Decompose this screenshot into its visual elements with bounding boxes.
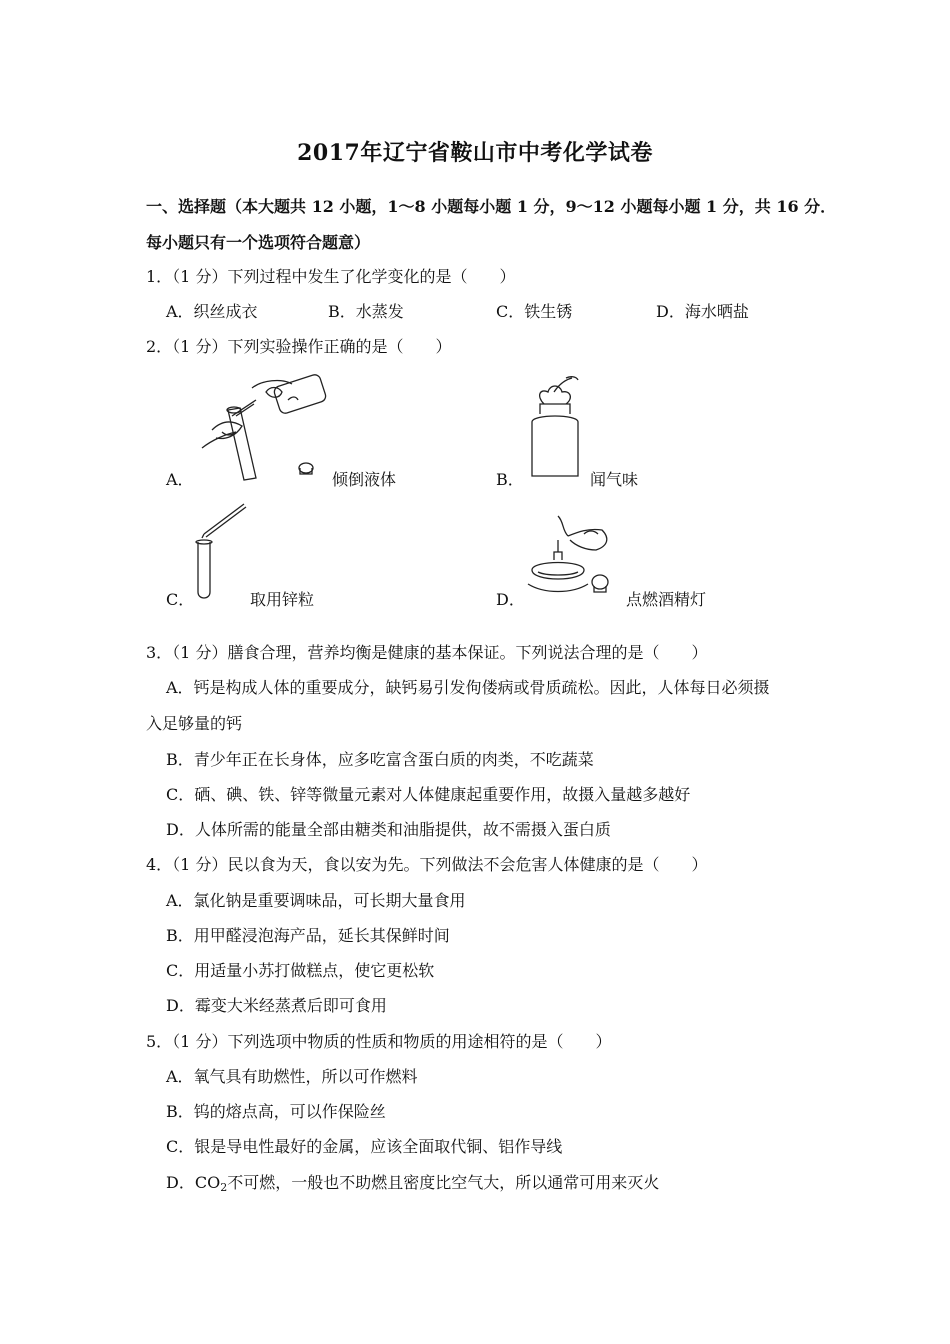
smell-gas-illustration: [526, 374, 588, 480]
q1-option-d: D．海水晒盐: [656, 302, 749, 321]
q2-label-d: D．: [496, 590, 525, 609]
q1-option-c: C．铁生锈: [496, 302, 573, 321]
q3-stem: 3．（1 分）膳食合理，营养均衡是健康的基本保证。下列说法合理的是（ ）: [146, 643, 708, 662]
take-zinc-illustration: [192, 500, 252, 604]
q2-label-a: A．: [166, 470, 194, 489]
pour-liquid-illustration: [192, 370, 332, 482]
q1-option-a: A．织丝成衣: [166, 302, 258, 321]
q2-caption-b: 闻气味: [590, 470, 639, 489]
q5-option-d-suffix: 不可燃，一般也不助燃且密度比空气大，所以通常可用来灭火: [227, 1173, 660, 1192]
q5-option-c: C．银是导电性最好的金属，应该全面取代铜、铝作导线: [166, 1137, 563, 1156]
q5-option-d-subscript: 2: [220, 1181, 228, 1194]
q5-option-d-prefix: D．CO: [166, 1173, 221, 1192]
q2-stem: 2．（1 分）下列实验操作正确的是（ ）: [146, 337, 452, 356]
q3-option-d: D．人体所需的能量全部由糖类和油脂提供，故不需摄入蛋白质: [166, 820, 611, 839]
q1-option-b: B．水蒸发: [328, 302, 404, 321]
q1-stem: 1．（1 分）下列过程中发生了化学变化的是（ ）: [146, 267, 516, 286]
section-header-line1: 一、选择题（本大题共 12 小题，1～8 小题每小题 1 分，9～12 小题每小题 1 分，共 16 分．: [146, 197, 837, 216]
q2-caption-a: 倾倒液体: [332, 470, 397, 489]
q2-caption-c: 取用锌粒: [250, 590, 315, 609]
q4-option-d: D．霉变大米经蒸煮后即可食用: [166, 996, 387, 1015]
q2-label-c: C．: [166, 590, 195, 609]
q5-stem: 5．（1 分）下列选项中物质的性质和物质的用途相符的是（ ）: [146, 1032, 612, 1051]
q4-option-b: B．用甲醛浸泡海产品，延长其保鲜时间: [166, 926, 450, 945]
q4-stem: 4．（1 分）民以食为天，食以安为先。下列做法不会危害人体健康的是（ ）: [146, 855, 708, 874]
exam-title: 2017年辽宁省鞍山市中考化学试卷: [297, 140, 653, 166]
light-alcohol-lamp-illustration: [524, 510, 620, 606]
q3-option-b: B．青少年正在长身体，应多吃富含蛋白质的肉类，不吃蔬菜: [166, 750, 594, 769]
q4-option-c: C．用适量小苏打做糕点，使它更松软: [166, 961, 435, 980]
q5-option-a: A．氧气具有助燃性，所以可作燃料: [166, 1067, 418, 1086]
q5-option-d: [166, 1170, 659, 1194]
q2-caption-d: 点燃酒精灯: [626, 590, 707, 609]
q3-option-a-line2: 入足够量的钙: [146, 714, 243, 733]
q4-option-a: A．氯化钠是重要调味品，可长期大量食用: [166, 891, 466, 910]
q3-option-c: C．硒、碘、铁、锌等微量元素对人体健康起重要作用，故摄入量越多越好: [166, 785, 691, 804]
q5-option-b: B．钨的熔点高，可以作保险丝: [166, 1102, 386, 1121]
section-header-line2: 每小题只有一个选项符合题意）: [146, 233, 371, 252]
q3-option-a-line1: A．钙是构成人体的重要成分，缺钙易引发佝偻病或骨质疏松。因此，人体每日必须摄: [166, 678, 770, 697]
q2-label-b: B．: [496, 470, 524, 489]
